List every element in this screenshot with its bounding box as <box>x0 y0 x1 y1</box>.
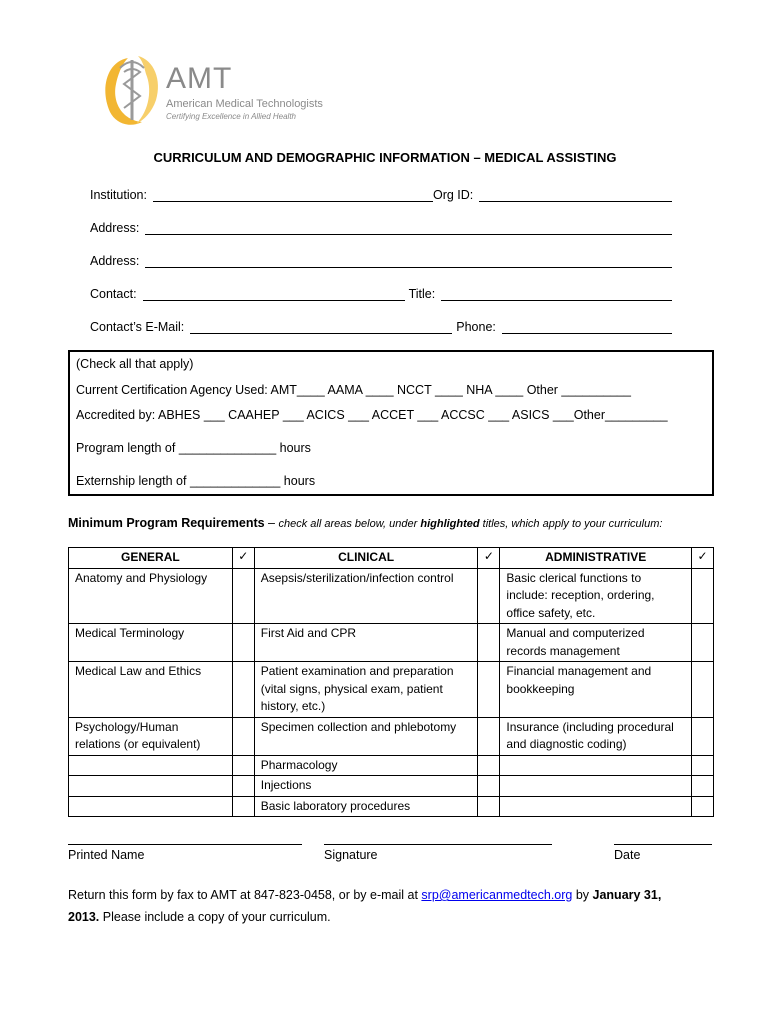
clinical-check-cell[interactable] <box>478 776 500 797</box>
administrative-check-cell[interactable] <box>692 717 714 755</box>
signature-field[interactable] <box>324 844 552 845</box>
address2-label: Address: <box>90 254 140 268</box>
org-id-label: Org ID: <box>432 188 474 202</box>
administrative-cell <box>500 796 692 817</box>
institution-label: Institution: <box>90 188 147 202</box>
general-check-cell[interactable] <box>232 776 254 797</box>
contact-label: Contact: <box>90 287 137 301</box>
general-cell: Medical Terminology <box>69 624 233 662</box>
contact-row <box>90 283 672 301</box>
general-cell: Psychology/Human relations (or equivalent) <box>69 717 233 755</box>
administrative-check-cell[interactable] <box>692 796 714 817</box>
externship-length-line[interactable]: Externship length of _____________ hours <box>76 474 316 488</box>
general-check-cell[interactable] <box>232 662 254 718</box>
clinical-check-cell[interactable] <box>478 755 500 776</box>
address1-row <box>90 217 672 235</box>
page-title: CURRICULUM AND DEMOGRAPHIC INFORMATION – MEDICAL ASSISTING <box>153 150 617 165</box>
clinical-cell: Injections <box>254 776 478 797</box>
address2-field[interactable] <box>145 254 672 268</box>
footer-text1: Return this form by fax to AMT at 847-823-0458, or by e-mail at <box>68 888 422 902</box>
table-row <box>69 717 714 755</box>
contact-field[interactable] <box>143 287 405 301</box>
header-administrative: ADMINISTRATIVE <box>500 548 692 569</box>
general-check-cell[interactable] <box>232 717 254 755</box>
administrative-check-cell[interactable] <box>692 662 714 718</box>
clinical-cell: Patient examination and preparation (vital signs, physical exam, patient history, etc.) <box>254 662 478 718</box>
administrative-cell <box>500 755 692 776</box>
general-cell <box>69 796 233 817</box>
certification-box <box>68 350 714 496</box>
clinical-check-cell[interactable] <box>478 796 500 817</box>
administrative-check-cell[interactable] <box>692 755 714 776</box>
check-icon: ✓ <box>232 548 254 569</box>
institution-field[interactable] <box>153 188 433 202</box>
min-req-dash: – <box>264 516 279 530</box>
table-row <box>69 776 714 797</box>
administrative-cell: Basic clerical functions to include: reception, ordering, office safety, etc. <box>500 568 692 624</box>
printed-name-label: Printed Name <box>68 848 145 862</box>
accredited-line[interactable]: Accredited by: ABHES ___ CAAHEP ___ ACICS ___ ACCET ___ ACCSC ___ ASICS ___Other_________ <box>76 408 668 422</box>
program-length-line[interactable]: Program length of ______________ hours <box>76 441 311 455</box>
administrative-cell <box>500 776 692 797</box>
table-row <box>69 796 714 817</box>
phone-field[interactable] <box>502 320 672 334</box>
org-id-field[interactable] <box>479 188 672 202</box>
email-link[interactable]: srp@americanmedtech.org <box>421 888 573 902</box>
date-field[interactable] <box>614 844 712 845</box>
address2-row <box>90 250 672 268</box>
check-all-note: (Check all that apply) <box>76 357 194 371</box>
agency-line[interactable]: Current Certification Agency Used: AMT____ AAMA ____ NCCT ____ NHA ____ Other __________ <box>76 383 631 397</box>
header-clinical: CLINICAL <box>254 548 478 569</box>
general-check-cell[interactable] <box>232 796 254 817</box>
date-label: Date <box>614 848 641 862</box>
printed-name-field[interactable] <box>68 844 302 845</box>
clinical-check-cell[interactable] <box>478 624 500 662</box>
clinical-check-cell[interactable] <box>478 568 500 624</box>
table-row <box>69 568 714 624</box>
clinical-cell: Asepsis/sterilization/infection control <box>254 568 478 624</box>
address1-field[interactable] <box>145 221 672 235</box>
clinical-cell: Specimen collection and phlebotomy <box>254 717 478 755</box>
clinical-cell: First Aid and CPR <box>254 624 478 662</box>
table-header-row <box>69 548 714 569</box>
clinical-cell: Pharmacology <box>254 755 478 776</box>
table-row <box>69 662 714 718</box>
email-label: Contact’s E-Mail: <box>90 320 185 334</box>
caduceus-icon <box>105 56 158 125</box>
logo-name: AMT <box>166 62 233 95</box>
clinical-cell: Basic laboratory procedures <box>254 796 478 817</box>
check-icon: ✓ <box>478 548 500 569</box>
general-cell <box>69 776 233 797</box>
table-row <box>69 755 714 776</box>
institution-row <box>90 184 672 202</box>
check-icon: ✓ <box>692 548 714 569</box>
general-cell <box>69 755 233 776</box>
general-check-cell[interactable] <box>232 624 254 662</box>
min-req-instr-a: check all areas below, under <box>278 518 421 530</box>
min-req-heading <box>68 516 662 530</box>
administrative-check-cell[interactable] <box>692 776 714 797</box>
signature-label: Signature <box>324 848 378 862</box>
header-general: GENERAL <box>69 548 233 569</box>
email-field[interactable] <box>190 320 452 334</box>
requirements-table <box>68 547 714 817</box>
min-req-title: Minimum Program Requirements <box>68 516 265 530</box>
administrative-check-cell[interactable] <box>692 568 714 624</box>
min-req-instr-c: titles, which apply to your curriculum: <box>479 518 663 530</box>
logo-subtitle: American Medical Technologists <box>166 98 323 110</box>
clinical-check-cell[interactable] <box>478 717 500 755</box>
administrative-cell: Manual and computerized records management <box>500 624 692 662</box>
deadline: January 31, 2013. <box>68 888 662 924</box>
administrative-cell: Financial management and bookkeeping <box>500 662 692 718</box>
general-cell: Medical Law and Ethics <box>69 662 233 718</box>
return-instructions <box>68 884 688 928</box>
address1-label: Address: <box>90 221 140 235</box>
contact-title-label: Title: <box>408 287 436 301</box>
logo-tagline: Certifying Excellence in Allied Health <box>166 112 296 121</box>
general-cell: Anatomy and Physiology <box>69 568 233 624</box>
clinical-check-cell[interactable] <box>478 662 500 718</box>
general-check-cell[interactable] <box>232 568 254 624</box>
footer-text2: by <box>572 888 593 902</box>
min-req-instr-b: highlighted <box>420 518 480 530</box>
general-check-cell[interactable] <box>232 755 254 776</box>
administrative-check-cell[interactable] <box>692 624 714 662</box>
administrative-cell: Insurance (including procedural and diagnostic coding) <box>500 717 692 755</box>
footer-text3: Please include a copy of your curriculum. <box>99 910 331 924</box>
contact-title-field[interactable] <box>441 287 672 301</box>
table-row <box>69 624 714 662</box>
email-row <box>90 316 672 334</box>
phone-label: Phone: <box>456 320 496 334</box>
